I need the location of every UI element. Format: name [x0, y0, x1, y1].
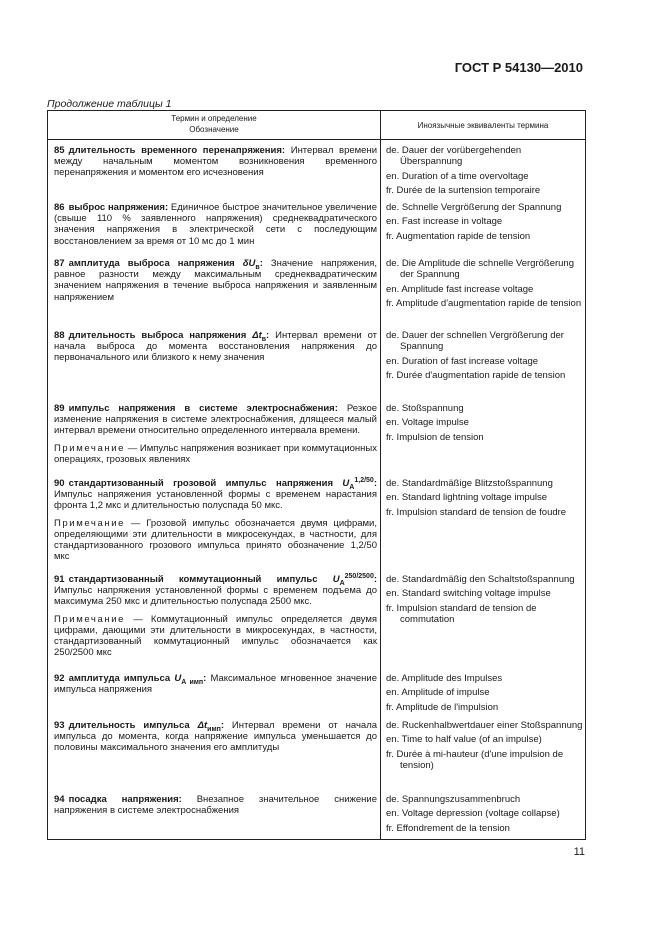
equiv-fr: fr. Effondrement de la tension — [386, 822, 510, 834]
header-term-line1: Термин и определение — [171, 114, 257, 123]
term-cell: 88 длительность выброса напряжения $\Delta t_в$: Интервал времени от начала выброса до момента восстановления напряжения до первоначального или близкого к нему значения — [54, 330, 377, 364]
equiv-fr: fr. Amplitude d'augmentation rapide de tension — [386, 297, 582, 309]
equiv-de: de. Die Amplitude die schnelle Vergrößerung der Spannung — [386, 258, 575, 281]
equiv-en: en. Amplitude fast increase voltage — [386, 283, 534, 295]
equiv-en: en. Fast increase in voltage — [386, 216, 503, 228]
header-term-definition — [48, 113, 380, 135]
equiv-fr: fr. Durée d'augmentation rapide de tension — [386, 369, 566, 381]
equivalents-cell — [386, 330, 583, 384]
equiv-en: en. Duration of fast increase voltage — [386, 355, 539, 367]
equivalents-cell — [386, 794, 583, 837]
term-note — [54, 443, 377, 465]
equiv-fr: fr. Augmentation rapide de tension — [386, 230, 531, 242]
term-title: амплитуда выброса напряжения — [68, 258, 235, 269]
term-symbol: Δt — [252, 330, 262, 341]
term-cell — [54, 794, 377, 816]
column-divider — [380, 111, 381, 839]
term-symbol: U — [174, 673, 182, 684]
equiv-fr: fr. Durée à mi-hauteur (d'une impulsion de tension) — [386, 748, 564, 771]
equiv-de: de. Schnelle Vergrößerung der Spannung — [386, 202, 562, 213]
equiv-de: de. Amplitude des Impulses — [386, 673, 503, 684]
term-number: 86 — [54, 202, 65, 213]
term-definition: Значение напряжения, равное разности между максимальным среднеквадратическим значением напряжения в течение выброса напряжения и заявленным напряжением — [54, 258, 377, 303]
term-number: 85 — [54, 145, 65, 156]
term-title: длительность импульса — [68, 720, 190, 731]
term-title: стандартизованный грозовой импульс напряжения — [68, 478, 333, 489]
equivalents-cell — [386, 478, 583, 521]
note-label: Примечание — [54, 442, 125, 454]
table-header — [48, 111, 585, 140]
term-symbol: U — [342, 478, 350, 489]
equivalents-cell — [386, 720, 583, 774]
equivalents-cell — [386, 202, 583, 245]
term-cell: 91 стандартизованный коммутационный импульс $U_A^{250/2500}$: Импульс напряжения установленной формы с временем подъема до максимума 250 мкс и длительностью полуспада 2500 мкс. Примечание — Коммутационный импульс определяется двумя цифрами, дающими эти длительности в микросекундах, в частности, стандартизованный коммутационный импульс обозначается как 250/2500 мкс — [54, 572, 378, 659]
equiv-en: en. Voltage impulse — [386, 417, 469, 429]
term-title: длительность выброса напряжения — [68, 330, 247, 341]
note-text: — Импульс напряжения возникает при коммутационных операциях, грозовых явлениях — [54, 442, 378, 465]
note-label: Примечание — [54, 613, 125, 625]
terms-table — [47, 110, 586, 840]
term-definition: Интервал времени между начальным моментом возникновения временного перенапряжения и моментом его исчезновения — [54, 145, 378, 179]
equiv-de: de. Dauer der schnellen Vergrößerung der Spannung — [386, 330, 564, 353]
term-cell — [54, 403, 377, 465]
equivalents-cell — [386, 574, 583, 628]
equiv-fr: fr. Amplitude de l'impulsion — [386, 701, 499, 713]
document-code: ГОСТ Р 54130—2010 — [454, 60, 583, 75]
term-definition: Импульс напряжения установленной формы с временем нарастания фронта 1,2 мкс и длительностью полуспада 50 мкс. — [54, 489, 377, 512]
term-definition: Интервал времени от начала импульса до момента, когда напряжение импульса уменьшается до половины максимального значения его амплитуды — [54, 720, 378, 754]
header-equivalents: Иноязычные эквиваленты термина — [417, 120, 549, 130]
equiv-en: en. Standard lightning voltage impulse — [386, 492, 548, 504]
term-symbol-superscript: 250/2500 — [344, 572, 374, 580]
term-number: 89 — [54, 403, 65, 414]
term-definition: Резкое изменение напряжения в системе электроснабжения, длящееся малый интервал времени относительно определенного интервала времени. — [54, 403, 378, 437]
equivalents-cell — [386, 145, 583, 199]
term-title: импульс напряжения в системе электроснабжения: — [68, 403, 338, 414]
term-symbol: Δt — [197, 720, 208, 731]
term-definition: Единичное быстрое значительное увеличение (свыше 110 % заявленного напряжения) среднеквадратического значения напряжения в электрической сети с последующим восстановлением за время от 10 мс до 1 мин — [54, 202, 378, 247]
term-title: посадка напряжения: — [68, 794, 182, 805]
equivalents-cell — [386, 258, 583, 312]
note-text: — Коммутационный импульс определяется двумя цифрами, дающими эти длительности в микросекундах, в частности, стандартизованный коммутационный импульс обозначается как 250/2500 мкс — [54, 613, 377, 659]
term-cell: 92 амплитуда импульса $U_{A имп}$: Максимальное мгновенное значение импульса напряжения — [54, 673, 378, 696]
term-definition: Внезапное значительное снижение напряжения в системе электроснабжения — [54, 794, 378, 817]
equiv-de: de. Spannungszusammenbruch — [386, 794, 521, 805]
term-number: 93 — [54, 720, 65, 731]
equiv-fr: fr. Impulsion standard de tension de commutation — [386, 602, 537, 625]
equiv-fr: fr. Impulsion de tension — [386, 431, 484, 443]
equiv-en: en. Time to half value (of an impulse) — [386, 734, 542, 746]
term-symbol: U — [332, 574, 340, 585]
term-symbol-subscript: в — [255, 263, 260, 271]
term-title: длительность временного перенапряжения: — [68, 145, 286, 156]
equiv-en: en. Duration of a time overvoltage — [386, 170, 529, 182]
term-symbol-subscript: A — [339, 579, 345, 587]
term-title: стандартизованный коммутационный импульс — [68, 574, 318, 585]
note-text: — Грозовой импульс обозначается двумя цифрами, определяющими эти длительности в микросекундах, в частности, для стандартизованного грозового импульса принято обозначение 1,2/50 мкс — [54, 517, 378, 563]
equiv-fr: fr. Durée de la surtension temporaire — [386, 184, 541, 196]
term-symbol-subscript: A — [349, 483, 355, 491]
equivalents-cell — [386, 673, 583, 716]
term-symbol-superscript: 1,2/50 — [354, 476, 374, 484]
table-continuation-caption: Продолжение таблицы 1 — [47, 98, 172, 110]
term-number: 90 — [54, 478, 65, 489]
term-cell: 87 амплитуда выброса напряжения $\delta U_в$: Значение напряжения, равное разности между максимальным среднеквадратическим значением напряжения в течение выброса напряжения и заявленным напряжением — [54, 258, 377, 303]
term-title: амплитуда импульса — [68, 673, 171, 684]
equiv-de: de. Ruckenhalbwertdauer einer Stoßspannung — [386, 720, 583, 731]
equiv-de: de. Standardmäßig den Schaltstoßspannung — [386, 574, 575, 585]
term-number: 91 — [54, 574, 65, 585]
equiv-en: en. Voltage depression (voltage collapse) — [386, 808, 560, 820]
equiv-de: de. Standardmäßige Blitzstoßspannung — [386, 478, 553, 489]
equiv-de: de. Stoßspannung — [386, 403, 464, 414]
term-symbol: δU — [242, 258, 256, 269]
page-number: 11 — [573, 846, 585, 858]
term-definition: Максимальное мгновенное значение импульса напряжения — [54, 673, 378, 696]
term-definition: Интервал времени от начала выброса до момента восстановления напряжения до первоначального или близкого к нему значения — [54, 330, 377, 364]
term-number: 87 — [54, 258, 65, 269]
equivalents-cell — [386, 403, 583, 446]
term-symbol-subscript: имп — [207, 725, 221, 733]
term-number: 92 — [54, 673, 65, 684]
term-note — [54, 614, 377, 659]
term-cell — [54, 145, 377, 179]
equiv-fr: fr. Impulsion standard de tension de foudre — [386, 506, 567, 518]
equiv-en: en. Amplitude of impulse — [386, 687, 490, 699]
term-definition: Импульс напряжения установленной формы с временем подъема до максимума 250 мкс и длительностью полуспада 2500 мкс. — [54, 585, 377, 608]
term-number: 88 — [54, 330, 65, 341]
term-symbol-subscript: в — [261, 335, 267, 343]
equiv-de: de. Dauer der vorübergehenden Überspannung — [386, 145, 522, 168]
term-note — [54, 518, 377, 563]
note-label: Примечание — [54, 517, 125, 529]
header-term-line2: Обозначение — [189, 125, 239, 134]
equiv-en: en. Standard switching voltage impulse — [386, 588, 551, 600]
term-cell: 90 стандартизованный грозовой импульс напряжения $U_A^{1,2/50}$: Импульс напряжения установленной формы с временем нарастания фронта 1,2 мкс и длительностью полуспада 50 мкс. Примечание — Грозовой импульс обозначается двумя цифрами, определяющими эти длительности в микросекундах, в частности, для стандартизованного грозового импульса принято обозначение 1,2/50 мкс — [54, 476, 378, 563]
term-title: выброс напряжения: — [68, 202, 169, 213]
term-number: 94 — [54, 794, 65, 805]
term-cell — [54, 202, 377, 247]
term-cell: 93 длительность импульса $\Delta t_{имп}$: Интервал времени от начала импульса до момента, когда напряжение импульса уменьшается до половины максимального значения его амплитуды — [54, 720, 378, 754]
term-symbol-subscript: A имп — [181, 678, 204, 686]
